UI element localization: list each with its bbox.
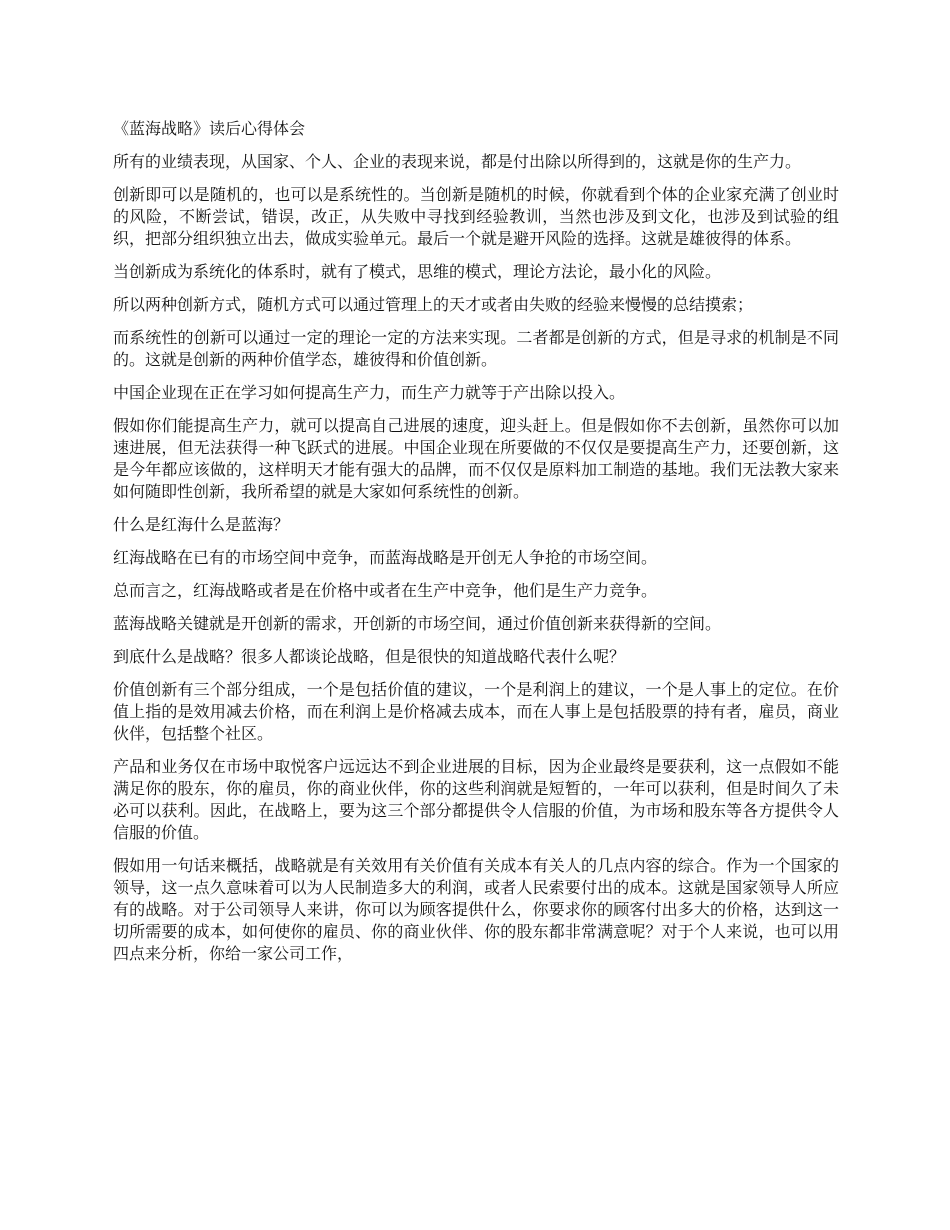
paragraph: 所以两种创新方式，随机方式可以通过管理上的天才或者由失败的经验来慢慢的总结摸索； [113,295,754,314]
paragraph: 而系统性的创新可以通过一定的理论一定的方法来实现。二者都是创新的方式，但是寻求的机制是不同的。这就是创新的两种价值学态，雄彼得和价值创新。 [113,328,839,369]
document-page [113,118,839,976]
paragraph: 假如用一句话来概括，战略就是有关效用有关价值有关成本有关人的几点内容的综合。作为一个国家的领导，这一点久意味着可以为人民制造多大的利润，或者人民索要付出的成本。这就是国家领导人所应有的战略。对于公司领导人来讲，你可以为顾客提供什么，你要求你的顾客付出多大的价格，达到这一切所需要的成本，如何使你的雇员、你的商业伙伴、你的股东都非常满意呢？对于个人来说，也可以用四点来分析，你给一家公司工作， [113,856,839,963]
paragraph: 创新即可以是随机的，也可以是系统性的。当创新是随机的时候，你就看到个体的企业家充满了创业时的风险，不断尝试，错误，改正，从失败中寻找到经验教训，当然也涉及到文化，也涉及到试验的组织，把部分组织独立出去，做成实验单元。最后一个就是避开风险的选择。这就是雄彼得的体系。 [113,185,839,248]
page-title: 《蓝海战略》读后心得体会 [113,119,306,138]
paragraph: 总而言之，红海战略或者是在价格中或者在生产中竞争，他们是生产力竞争。 [113,581,658,600]
paragraph: 所有的业绩表现，从国家、个人、企业的表现来说，都是付出除以所得到的，这就是你的生产力。 [113,152,802,171]
paragraph: 什么是红海什么是蓝海？ [113,515,290,534]
paragraph: 红海战略在已有的市场空间中竞争，而蓝海战略是开创无人争抢的市场空间。 [113,548,658,567]
paragraph: 产品和业务仅在市场中取悦客户远远达不到企业进展的目标，因为企业最终是要获利，这一点假如不能满足你的股东，你的雇员，你的商业伙伴，你的这些利润就是短暂的，一年可以获利，但是时间久了未必可以获利。因此，在战略上，要为这三个部分都提供令人信服的价值，为市场和股东等各方提供令人信服的价值。 [113,757,839,842]
paragraph: 当创新成为系统化的体系时，就有了模式，思维的模式，理论方法论，最小化的风险。 [113,262,722,281]
paragraph: 价值创新有三个部分组成，一个是包括价值的建议，一个是利润上的建议，一个是人事上的定位。在价值上指的是效用减去价格，而在利润上是价格减去成本，而在人事上是包括股票的持有者，雇员，商业伙伴，包括整个社区。 [113,680,839,743]
paragraph: 假如你们能提高生产力，就可以提高自己进展的速度，迎头赶上。但是假如你不去创新，虽然你可以加速进展，但无法获得一种飞跃式的进展。中国企业现在所要做的不仅仅是要提高生产力，还要创新，这是今年都应该做的，这样明天才能有强大的品牌，而不仅仅是原料加工制造的基地。我们无法教大家来如何随即性创新，我所希望的就是大家如何系统性的创新。 [113,416,839,501]
paragraph: 中国企业现在正在学习如何提高生产力，而生产力就等于产出除以投入。 [113,383,626,402]
paragraph: 蓝海战略关键就是开创新的需求，开创新的市场空间，通过价值创新来获得新的空间。 [113,614,722,633]
paragraph: 到底什么是战略？很多人都谈论战略，但是很快的知道战略代表什么呢？ [113,647,626,666]
